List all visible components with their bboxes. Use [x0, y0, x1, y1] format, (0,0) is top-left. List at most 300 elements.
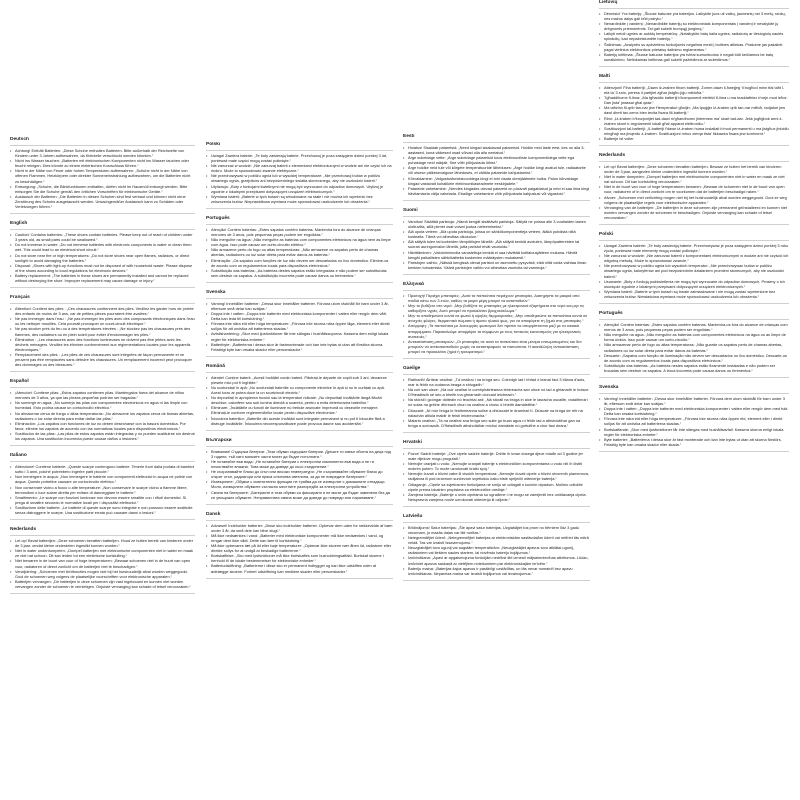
- section-title: Български: [206, 438, 393, 447]
- instruction-text: Nicht in der Nähe von Feuer oder hohen Temperaturen aufbewahren: „Schuhe nicht in der Nähe von offenen Flammen, Heizkörpern oder direkter Sonneneinstrahlung aufbewahren, um die Batterien nicht zu beschädigen.“: [15, 168, 191, 184]
- instruction-text: Eliminación: „Los zapatos con funciones de luz no deben desecharse con la basura doméstica. Por favor, elimine los zapatos de acuerdo con las normativas locales para dispositivos electrónicos.“: [15, 420, 186, 431]
- instruction-item: [206, 184, 393, 194]
- instruction-text: Não armazene perto do fogo ou altas temperaturas: „Não armazene os sapatos perto de chamas abertas, radiadores ou luz solar direta para evitar danos às baterias.“: [211, 247, 379, 258]
- bullet-icon: •: [599, 243, 601, 248]
- bullet-icon: •: [403, 565, 405, 571]
- bullet-icon: •: [403, 555, 405, 561]
- language-section: [403, 282, 590, 359]
- instruction-item: [206, 153, 393, 163]
- instruction-item: [403, 186, 590, 196]
- instruction-text: Hävittäminen: „Valotoiminnolla varustettuja kenkiä ei saa hävittää kotitalousjätteen mukana. Hävitä kengät paikallisten sähkölaitteita koskevien määräysten mukaisesti.“: [408, 249, 578, 260]
- bullet-icon: •: [10, 232, 12, 238]
- instruction-item: [10, 242, 195, 252]
- instruction-item: [403, 339, 590, 354]
- bullet-icon: •: [403, 407, 405, 413]
- instruction-text: Atenção! Contém baterias: „Estes sapatos contêm baterias. Mantenha fora do alcance de crianças menores de 3 anos, pois pequenas peças podem ser engolidas.“: [211, 226, 381, 238]
- section-divider: [403, 432, 590, 433]
- instruction-text: Substituição das baterias: „As baterias destes sapatos estão integradas e não podem ser substituídas sem destruir os sapatos. A substituição incorreta pode causar danos ou ferimentos.“: [211, 267, 387, 278]
- instruction-item: [599, 396, 789, 406]
- instruction-item: [599, 184, 789, 194]
- bullet-icon: •: [403, 259, 405, 265]
- instruction-item: [10, 263, 195, 273]
- instruction-item: [599, 205, 789, 220]
- section-divider: [403, 200, 590, 201]
- instruction-item: [599, 21, 789, 31]
- section-divider: [206, 356, 393, 357]
- instruction-text: Rimi: „Iż-żraben b'funzjonijiet tad-dawl m'għandhomx jintremew ma' skart tad-dar. Jekk jogħġbok armi ż-żraben skont ir-regolamenti lokali għal apparat elettroniku.“: [604, 115, 783, 126]
- instruction-text: Let op! Bevat batterijen: „Deze schoenen bevatten batterijen. Houd ze buiten bereik van kinderen onder de 3 jaar, omdat kleine onderdelen ingeslikt kunnen worden.“: [15, 538, 194, 549]
- instruction-item: [206, 395, 393, 405]
- bullet-icon: •: [403, 417, 405, 423]
- instruction-text: Iznīcināšana: „Apavi ar apgaismojuma funkcijām nedrīkst tikt izmesti mājsaimniecības atkritumos. Lūdzu, iznīciniet apavus saskaņā ar vietējiem noteikumiem par elektroniskajām ierīcēm.“: [408, 555, 589, 566]
- instruction-text: Attenzione! Contiene batterie: „Queste scarpe contengono batterie. Tenerle fuori dalla portata di bambini sotto i 3 anni, poiché potrebbero ingerire parti piccole.“: [15, 464, 195, 475]
- instruction-item: [10, 558, 195, 568]
- bullet-icon: •: [599, 125, 601, 131]
- bullet-icon: •: [10, 158, 12, 164]
- section-title: Hrvatski: [403, 440, 590, 449]
- instruction-item: [206, 268, 393, 278]
- bullet-icon: •: [599, 342, 601, 348]
- language-section: [403, 440, 590, 507]
- bullet-icon: •: [206, 563, 208, 569]
- instruction-text: Sostituzione delle batterie: „Le batterie di queste scarpe sono integrate e non possono essere sostituite senza distruggere le scarpe. Una sostituzione errata può causare danni o lesioni.“: [15, 504, 193, 515]
- bullet-icon: •: [599, 395, 601, 401]
- instruction-text: Laikyti netoli ugnies ar aukštų temperatūrų: „Nelaikykite batų šalia ugnies, radiatorių ar tiesioginių saulės spindulių, kad nepažeistumėte baterijų.“: [604, 31, 784, 42]
- instruction-item: [599, 243, 789, 253]
- instruction-text: Eliminare: „Încălțările cu funcții de iluminare nu trebuie aruncate împreună cu deșeurile menajere. Eliminați-le conform reglementărilor locale pentru dispozitive electronice.“: [211, 405, 379, 416]
- language-section: [10, 295, 195, 372]
- instruction-item: [10, 548, 195, 558]
- instruction-text: Neiegremdējiet ūdenī: „Neiegremdējiet baterijas ar elektroniskām sastāvdaļām ūdenī vai netīriet tās mitrā veidā. Tas var izraisīt īssavienojumu.“: [408, 535, 589, 546]
- instruction-item: [10, 337, 195, 352]
- bullet-icon: •: [599, 84, 601, 90]
- instruction-text: Šalinimas: „Avalynės su apšvietimo funkcijomis negalima mesti į buitines atliekas. Prašome jas pašalinti pagal vietinius elektronikos prietaisų šalinimo reglamentus.“: [604, 41, 783, 52]
- language-section: [599, 232, 789, 304]
- bullet-icon: •: [10, 558, 12, 564]
- instruction-item: [599, 363, 789, 373]
- bullet-icon: •: [10, 548, 12, 554]
- bullet-icon: •: [206, 153, 208, 158]
- bullet-icon: •: [403, 292, 405, 298]
- section-divider: [206, 504, 393, 505]
- bullet-icon: •: [599, 21, 601, 27]
- instruction-item: [206, 533, 393, 543]
- instruction-item: [10, 569, 195, 579]
- instruction-item: [599, 416, 789, 426]
- instruction-text: Μην το βυθίζετε στο νερό: „Μην βυθίζετε τις μπαταρίες με ηλεκτρονικά εξαρτήματα στο νερό και μην τις καθαρίζετε υγρές. Αυτό μπορεί να προκαλέσει βραχυκύκλωμα.“: [408, 303, 585, 314]
- bullet-icon: •: [599, 115, 601, 121]
- instruction-text: Niet in water dompelen: „Dompel batterijen met elektronische componenten niet in water en maak ze niet nat schoon. Dit kan kortsluiting veroorzaken.“: [604, 174, 785, 185]
- instruction-text: Afvoer: „Schoenen met verlichting mogen niet bij het huishoudelijk afval worden weggegooid. Gooi ze weg volgens de plaatselijke regels voor elektronische apparaten.“: [604, 194, 787, 205]
- instruction-item: [599, 342, 789, 352]
- bullet-icon: •: [10, 568, 12, 574]
- instruction-text: Smaltimento: „Le scarpe con funzioni luminose non devono essere smaltite con i rifiuti domestici. Si prega di smaltire secondo le normative locali per i dispositivi elettronici.“: [15, 494, 187, 505]
- bullet-icon: •: [10, 262, 12, 268]
- instruction-item: [403, 250, 590, 260]
- bullet-icon: •: [206, 321, 208, 327]
- instruction-item: [599, 322, 789, 332]
- instruction-text: Não armazenar perto de fogo ou altas temperaturas: „Não guarde os sapatos perto de chamas abertas, radiadores ou luz solar direta para evitar danos às baterias.“: [604, 342, 783, 353]
- bullet-icon: •: [206, 489, 208, 495]
- bullet-icon: •: [599, 31, 601, 37]
- instruction-item: [403, 165, 590, 175]
- instruction-text: Baterijų keitimas: „Šiuose batuose baterijos yra tvirtai sumontuotos ir negali būti keičiamos be batų sunaikinimo. Netinkamas keitimas gali sukelti pažeidimus ar sužeidimus.“: [604, 51, 774, 62]
- instruction-item: [599, 164, 789, 174]
- language-section: [599, 385, 789, 452]
- bullet-icon: •: [10, 474, 12, 480]
- section-title: Português: [206, 216, 393, 225]
- language-section: [403, 514, 590, 581]
- bullet-icon: •: [599, 426, 601, 432]
- instruction-item: [10, 411, 195, 421]
- section-title: Português: [599, 311, 789, 320]
- instruction-item: [10, 538, 195, 548]
- instruction-text: Nemojte uranjati u vodu: „Nemojte uranjati baterije s elektroničkim komponentama u vodu niti ih čistiti mokrim putem. To može uzrokovati kratki spoj.“: [408, 461, 583, 472]
- bullet-icon: •: [10, 351, 12, 357]
- instruction-text: Élimination : „Les chaussures avec des fonctions lumineuses ne doivent pas être jetées avec les déchets ménagers. Veuillez les éliminer conformément aux réglementations locales pour les appareils électroniques.“: [15, 336, 191, 352]
- instruction-item: [206, 342, 393, 352]
- instruction-text: Não mergulhe na água: „Não mergulhe as baterias com componentes eletrónicos na água ou as limpe de forma úmida. Isso pode causar um curto-circuito.“: [604, 332, 786, 343]
- instruction-text: Må ikke opbevares tæt på ild eller høje temperaturer: „Opbevar ikke skoene nær åben ild, radiatorer eller direkte sollys for at undgå at beskadige batterierne.“: [211, 543, 392, 554]
- instruction-text: Αντικατάσταση μπαταριών: „Οι μπαταρίες σε αυτά τα παπούτσια είναι μόνιμα ενσωματωμένες και δεν μπορούν να αντικατασταθούν χωρίς να καταστραφούν τα παπούτσια. Η ακατάλληλη αντικατάσταση μπορεί να προκαλέσει ζημιά ή τραυματισμό.“: [408, 338, 582, 354]
- section-title: English: [10, 221, 195, 230]
- instruction-item: [599, 136, 789, 141]
- bullet-icon: •: [599, 332, 601, 338]
- bullet-icon: •: [206, 543, 208, 549]
- instruction-text: Ärge sukeldage vette: „Ärge sukeldage patareisid koos elektrooniliste komponentidega vette ega puhastage neid märjalt. See võib põhjustada lühist.“: [408, 155, 575, 166]
- instruction-text: Diúscairt: „Ní mór bróga le feidhmeanna soilse a dhiúscairt le dramhaíl tí. Diúscair na bróga de réir na rialachán áitiúla maidir le feistí leictreonacha.“: [408, 407, 583, 418]
- bullet-icon: •: [403, 185, 405, 191]
- instruction-item: [206, 194, 393, 204]
- instruction-item: [206, 321, 393, 331]
- instruction-text: Remplacement des piles : „Les piles de ces chaussures sont intégrées de façon permanente et ne peuvent pas être remplacées sans détruire les chaussures. Un remplacement incorrect peut provoquer des dommages ou des blessures.“: [15, 351, 192, 368]
- instruction-text: Malartú ceallraí: „Tá na ceallraí sna bróga seo suite go buan agus ní féidir iad a athsholáthar gan na bróga a scriosadh. D'fhéadfadh athsholáthar míchuí damáiste nó gortuithe a chur faoi deara.“: [408, 417, 581, 428]
- bullet-icon: •: [403, 303, 405, 309]
- instruction-item: [599, 195, 789, 205]
- bullet-icon: •: [10, 420, 12, 426]
- instruction-text: Patareide vahetamine: „Nendes kingades olevad patareid on püsivalt paigaldatud ja neid ei saa ilma kingi hävitamiseta välja vahetada. Ebaõige vahetamine võib põhjustada kahjustusi või vigastusi.“: [408, 185, 590, 196]
- bullet-icon: •: [10, 484, 12, 490]
- bullet-icon: •: [10, 242, 12, 248]
- instruction-item: [599, 289, 789, 299]
- language-section: [599, 311, 789, 378]
- language-section: [206, 364, 393, 431]
- bullet-icon: •: [403, 481, 405, 487]
- instruction-text: Avfallshantering: „Skor med ljusfunktioner får inte slängas i hushållssoporna. Kassera dem enligt lokala regler för elektroniska enheter.“: [211, 331, 389, 342]
- instruction-item: [403, 229, 590, 239]
- instruction-item: [206, 479, 393, 489]
- section-title: Polski: [206, 142, 393, 151]
- instruction-text: Nu depozitați în apropierea focului sau la temperaturi ridicate: „Nu depozitați încălțările lângă flăcări deschise, calorifere sau sub lumina directă a soarelui, pentru a evita deteriorarea bateriilor.“: [211, 395, 382, 406]
- instruction-item: [206, 469, 393, 479]
- language-section: [403, 134, 590, 201]
- section-divider: [599, 303, 789, 304]
- bullet-icon: •: [403, 471, 405, 477]
- instruction-item: [599, 427, 789, 437]
- instruction-text: Nenardinkite į vandenį: „Nenardinkite baterijų su elektroniniais komponentais į vandenį ir nevalykite jų drėgnomis priemonėmis. Tai gali sukelti trumpąjį jungimą.“: [604, 21, 779, 32]
- bullet-icon: •: [403, 524, 405, 530]
- language-section: [206, 290, 393, 357]
- instruction-text: Nu scufundați în apă: „Nu scufundați bateriile cu componente electrice în apă și nu le curățați cu apă. Acest lucru ar putea duce la un scurtcircuit electric.“: [211, 385, 385, 396]
- column-3: [403, 134, 590, 800]
- instruction-text: Varning! Innehåller batterier: „Dessa skor innehåller batterier. Förvara dem utom räckhåll för barn under 3 år, eftersom små delar kan sväljas.“: [604, 395, 785, 407]
- instruction-item: [599, 85, 789, 95]
- bullet-icon: •: [10, 316, 12, 322]
- bullet-icon: •: [206, 193, 208, 199]
- instruction-item: [10, 232, 195, 242]
- bullet-icon: •: [599, 184, 601, 190]
- instruction-text: Nie przechowywać w pobliżu ognia lub w wysokiej temperaturze: „Nie przechowuj butów w pobliżu otwartego ognia, grzejników ani bezpośredniego światła słonecznego, aby nie uszkodzić baterii.“: [211, 173, 381, 184]
- bullet-icon: •: [599, 322, 601, 328]
- instruction-text: Bortskaffande: „Skor med ljusfunktioner får inte slängas med hushållsavfall. Kassera skorna enligt lokala regler för elektroniska enheter.“: [604, 426, 784, 437]
- instruction-item: [10, 194, 195, 209]
- instruction-item: [10, 464, 195, 474]
- section-divider: [599, 145, 789, 146]
- bullet-icon: •: [10, 578, 12, 584]
- instruction-item: [403, 451, 590, 461]
- bullet-icon: •: [206, 469, 208, 475]
- bullet-icon: •: [403, 450, 405, 456]
- instruction-item: [10, 326, 195, 336]
- instruction-item: [10, 390, 195, 400]
- instruction-text: Ná stóráil i gcóngar dóiteáin nó teochtaí ard: „Ná stóráil na bróga in aice le lasracha oscailte, radaitheoirí nó solas na gréine dhíreach chun na ceallraí a chosc ó bheith damáistithe.“: [408, 397, 588, 408]
- bullet-icon: •: [599, 362, 601, 368]
- bullet-icon: •: [403, 461, 405, 467]
- instruction-item: [599, 105, 789, 115]
- instruction-text: Απόρριψη: „Τα παπούτσια με λειτουργίες φωτισμού δεν πρέπει να απορρίπτονται μαζί με τα οικιακά απορρίμματα. Παρακαλούμε απορρίψτε τα σύμφωνα με τους τοπικούς κανονισμούς για ηλεκτρονικές συσκευές.“: [408, 323, 581, 339]
- section-divider: [599, 224, 789, 225]
- bullet-icon: •: [10, 336, 12, 342]
- bullet-icon: •: [403, 491, 405, 497]
- instruction-text: Caution! Contains batteries: „These shoes contain batteries. Please keep out of reach of children under 3 years old, as small parts could be swallowed.“: [15, 232, 193, 243]
- instruction-text: Neuzglabājiet tuvu ugunij vai augstām temperatūrām: „Neuzglabājiet apavus tuvu atklātai ugunij, radiatoriem vai tiešiem saules stariem, lai novērstu bateriju bojājumus.“: [408, 545, 574, 556]
- instruction-item: [403, 545, 590, 555]
- bullet-icon: •: [206, 479, 208, 485]
- instruction-item: [10, 474, 195, 484]
- instruction-item: [599, 279, 789, 289]
- instruction-item: [206, 258, 393, 268]
- bullet-icon: •: [206, 448, 208, 454]
- instruction-item: [206, 385, 393, 395]
- bullet-icon: •: [403, 239, 405, 245]
- language-section: [403, 208, 590, 275]
- instruction-item: [403, 293, 590, 303]
- instruction-text: Do not immerse in water: „Do not immerse batteries with electronic components in water or clean them wet. This could lead to an electrical short circuit.“: [15, 242, 192, 253]
- instruction-item: [10, 421, 195, 431]
- instruction-text: Batteribyte: „Batterierna i dessa skor är fastmonterade och kan inte bytas ut utan att förstöra skorna. Felaktigt byte kan orsaka skador eller personskador.“: [211, 341, 384, 352]
- instruction-text: Sustitución de las pilas: „Las pilas de estos zapatos están integradas y no pueden sustituirse sin destruir los zapatos. Una sustitución incorrecta puede causar daños o lesiones.“: [15, 430, 195, 442]
- instruction-text: Atenção! Contém baterias: „Estes sapatos contêm baterias. Mantenha-os fora do alcance de crianças com menos de 3 anos, pois pequenas peças podem ser engolidas.“: [604, 322, 788, 333]
- bullet-icon: •: [206, 458, 208, 464]
- instruction-text: Odlaganje: „Cipele sa svjetlosnim funkcijama ne smiju se odlagati s kućnim otpadom. Molimo odložite cipele prema lokalnim propisima za elektroničke uređaje.“: [408, 481, 583, 492]
- instruction-item: [599, 263, 789, 278]
- instruction-text: No sumergir en agua: „No sumerja las pilas con componentes electrónicos en agua ni las limpie con humedad. Esto podría causar un cortocircuito eléctrico.“: [15, 400, 188, 411]
- instruction-item: [10, 273, 195, 283]
- language-section: [206, 216, 393, 283]
- language-section: [10, 453, 195, 520]
- bullet-icon: •: [10, 193, 12, 199]
- bullet-icon: •: [599, 352, 601, 358]
- bullet-icon: •: [10, 306, 12, 312]
- section-title: Latviešu: [403, 514, 590, 523]
- instruction-text: Смяна на батериите: „Батериите в тези обувки са фиксирани и не могат да бъдат заменени без да се унищожат обувките. Неправилната смяна може да доведе до повреди или нараняване.“: [211, 489, 390, 500]
- instruction-text: Må ikke nedsænkes i vand: „Batterier med elektroniske komponenter må ikke nedsænkes i vand, og rengør dem ikke vådt. Dette kan føre til kortslutning.“: [211, 532, 384, 543]
- bullet-icon: •: [403, 313, 405, 319]
- instruction-text: Descarte: „Sapatos com função de iluminação não devem ser descartados no lixo doméstico. Descarte-os de acordo com os regulamentos locais para dispositivos eletrónicos.“: [604, 352, 787, 363]
- bullet-icon: •: [403, 338, 405, 344]
- instruction-item: [206, 163, 393, 173]
- instruction-text: Vervanging van de batterijen: „De batterijen in deze schoenen zijn permanent geïnstalleerd en kunnen niet worden vervangen zonder de schoenen te beschadigen. Onjuiste vervanging kan schade of letsel veroorzaken.“: [604, 204, 787, 220]
- instruction-item: [10, 306, 195, 316]
- column-1: [10, 137, 195, 800]
- section-title: Eesti: [403, 134, 590, 143]
- instruction-item: [206, 375, 393, 385]
- language-section: [206, 438, 393, 505]
- section-divider: [10, 213, 195, 214]
- instruction-text: Nie zanurzać w wodzie: „Nie zanurzaj baterii z elementami elektronicznymi w wodzie ani nie czyść ich na mokro. Może to spowodować zwarcie elektryczne.“: [211, 163, 392, 174]
- instruction-item: [10, 400, 195, 410]
- instruction-item: [403, 555, 590, 565]
- instruction-item: [599, 116, 789, 126]
- bullet-icon: •: [10, 410, 12, 416]
- instruction-text: Nemojte čuvati u blizini vatre ili visokih temperatura: „Nemojte čuvati cipele u blizini otvorenih plamenova, radijatora ili pod izravnom sunčevom svjetlošću kako biste spriječili oštećenje baterija.“: [408, 471, 589, 482]
- instruction-text: Изхвърляне: „Обувки с осветителни функции не трябва да се изхвърлят с домашните отпадъци. Моля, изхвърлете обувките съгласно местните разпоредби за електронни устройства.“: [211, 479, 386, 490]
- instruction-text: Varning! Innehåller batterier: „Dessa skor innehåller batterier. Förvara utom räckhåll för barn under 3 år, eftersom små delar kan sväljas.“: [211, 300, 389, 311]
- instruction-text: Batterije ist voller: [604, 135, 634, 141]
- instruction-item: [10, 316, 195, 326]
- section-title: Română: [206, 364, 393, 373]
- bullet-icon: •: [206, 267, 208, 273]
- instruction-text: Uwaga! Zawiera baterie: „Te buty zawierają baterie. Przechowuj je poza zasięgiem dzieci poniżej 3 lat, ponieważ małe części mogą zostać połknięte.“: [211, 153, 388, 164]
- instruction-item: [403, 239, 590, 249]
- bullet-icon: •: [206, 257, 208, 263]
- instruction-item: [599, 332, 789, 342]
- instruction-item: [599, 406, 789, 416]
- language-section: [10, 527, 195, 594]
- bullet-icon: •: [10, 464, 12, 470]
- instruction-text: Tgħaddihomx fl-ilma: „Ma tgħaddix batteriji b'komponenti elettriċi fl-ilma u ma tnaddafhiex b'xejn mod ieħor. Dan jista' jwassal għal qasir.“: [604, 95, 788, 106]
- instruction-item: [403, 492, 590, 502]
- bullet-icon: •: [10, 400, 12, 406]
- instruction-text: Sostituzzjoni tal-batteriji: „Il-batteriji f'dawn iż-żraben huma installati b'mod permanenti u ma jistgħux jinbidlu mingħajr ma jinqerdu ż-żraben. Sostituzzjoni mhux xierqa tista' tikkawża ħsara jew korriment.“: [604, 125, 789, 136]
- section-divider: [10, 445, 195, 446]
- section-divider: [10, 593, 195, 594]
- bullet-icon: •: [206, 522, 208, 528]
- instruction-item: [403, 408, 590, 418]
- bullet-icon: •: [599, 416, 601, 422]
- bullet-icon: •: [10, 504, 12, 510]
- instruction-text: Battery replacement: „The batteries in these shoes are permanently installed and cannot be replaced without destroying the shoe. Improper replacement may cause damage or injury.“: [15, 272, 189, 283]
- bullet-icon: •: [403, 387, 405, 393]
- instruction-item: [206, 247, 393, 257]
- instruction-text: Disposal: „Shoes with light-up functions must not be disposed of with household waste. Please dispose of the shoes according to local regulations for electronic devices.“: [15, 262, 193, 273]
- section-divider: [403, 580, 590, 581]
- column-2: [206, 142, 393, 800]
- instruction-item: [403, 471, 590, 481]
- instruction-text: Ma taħżinx fil-qrib tan-nar jew f'temperaturi għoljin: „Ma tpoġġix iż-żraben qrib tan-nar miftuħ, radjaturi jew dawl dirett tax-xemx biex tevita ħsara lill-batteriji.“: [604, 105, 786, 116]
- instruction-item: [10, 505, 195, 515]
- section-divider: [403, 358, 590, 359]
- instruction-text: Do not store near fire or high temperatures: „Do not store shoes near open flames, radiators, or direct sunlight to avoid damaging the batteries.“: [15, 252, 190, 263]
- language-section: [403, 366, 590, 433]
- instruction-item: [599, 126, 789, 136]
- instruction-item: [206, 553, 393, 563]
- instruction-item: [403, 176, 590, 186]
- instruction-item: [403, 313, 590, 323]
- bullet-icon: •: [206, 385, 208, 390]
- bullet-icon: •: [206, 374, 208, 380]
- instruction-text: Varoitus! Sisältää paristoja: „Nämä kengät sisältävät paristoja. Säilytä ne poissa alle 3-vuotiaiden lasten ulottuvilta, sillä pienet osat voivat joutua nieleemiseksi.“: [408, 218, 586, 230]
- instruction-item: [206, 416, 393, 426]
- instruction-item: [403, 461, 590, 471]
- instruction-text: Attenzjoni! Fiha batteriji: „Dawn iż-żraben fihom batteriji. Żomm dawn il-ħwejjeġ 'il bogħod minn tfal taħt l-età ta' 3 snin, peress li partijiet żgħar jistgħu jiġu mibluħa.“: [604, 84, 785, 96]
- section-divider: [10, 287, 195, 288]
- instruction-item: [403, 155, 590, 165]
- section-divider: [403, 274, 590, 275]
- instruction-item: [403, 566, 590, 576]
- bullet-icon: •: [206, 311, 208, 317]
- bullet-icon: •: [206, 237, 208, 243]
- instruction-item: [403, 323, 590, 338]
- bullet-icon: •: [599, 194, 601, 200]
- bullet-icon: •: [206, 173, 208, 179]
- instruction-text: Uwaga! Zawiera baterie: „Te buty zawierają baterie. Przechowywać je poza zasięgiem dzieci poniżej 3 roku życia, ponieważ małe elementy mogą zostać połknięte.“: [604, 243, 789, 254]
- instruction-item: [403, 525, 590, 535]
- instruction-text: Niet in de buurt van vuur of hoge temperaturen bewaren: „Bewaar de schoenen niet in de buurt van open vuur, radiatoren of in direct zonlicht om te voorkomen dat de batterijen beschadigd raken.“: [604, 184, 785, 195]
- section-divider: [206, 208, 393, 209]
- language-section: [599, 0, 789, 67]
- bullet-icon: •: [206, 300, 208, 306]
- section-title: Ελληνικά: [403, 282, 590, 291]
- instruction-item: [206, 227, 393, 237]
- section-title: Français: [10, 295, 195, 304]
- bullet-icon: •: [403, 229, 405, 235]
- bullet-icon: •: [206, 415, 208, 421]
- instruction-text: Μην το αποθηκεύετε κοντά σε φωτιά ή υψηλές θερμοκρασίες: „Μην αποθηκεύετε τα παπούτσια κοντά σε ανοιχτές φλόγες, θερμαντικά σώματα ή άμεσο ηλιακό φως, για να αποφύγετε τη ζημιά στις μπαταρίες.“: [408, 313, 588, 324]
- instruction-text: Zamjena baterija: „Baterije u ovim cipelama su ugrađene i ne mogu se zamijeniti bez uništavanja cipela. Neispravna zamjena može uzrokovati oštećenja ili ozljede.“: [408, 491, 587, 502]
- bullet-icon: •: [403, 535, 405, 541]
- instruction-text: Não mergulhe na água: „Não mergulhe as baterias com componentes eletrónicos na água nem as limpe com água. Isso pode causar um curto-circuito elétrico.“: [211, 237, 391, 248]
- instruction-item: [599, 353, 789, 363]
- bullet-icon: •: [206, 331, 208, 337]
- instruction-text: Förvara inte nära eld eller höga temperaturer: „Förvara inte skorna nära öppen låga, element eller direkt solljus för att undvika att batterierna skadas.“: [211, 321, 390, 332]
- bullet-icon: •: [10, 168, 12, 174]
- instruction-text: Attention! Contient des piles : „Ces chaussures contiennent des piles. Veuillez les garder hors de portée des enfants de moins de 3 ans, car de petites pièces pourraient être avalées.“: [15, 306, 194, 317]
- instruction-item: [206, 237, 393, 247]
- section-title: Nederlands: [599, 153, 789, 162]
- instruction-item: [599, 11, 789, 21]
- language-section: [206, 512, 393, 579]
- instruction-text: Înlocuirea bateriilor: „Bateriile din aceste încălțări sunt integrate permanent și nu pot fi înlocuite fără a distruge încălțările. Înlocuirea necorespunzătoare poate provoca daune sau accidentări.“: [211, 415, 385, 426]
- instruction-text: Achtung! Enthält Batterien: „Diese Schuhe enthalten Batterien. Bitte außerhalb der Reichweite von Kindern unter 3 Jahren aufbewahren, da Kleinteile verschluckt werden könnten.“: [15, 148, 185, 159]
- bullet-icon: •: [10, 390, 12, 396]
- bullet-icon: •: [206, 405, 208, 411]
- instruction-item: [10, 495, 195, 505]
- instruction-text: Niet in water onderdompelen: „Dompel batterijen met elektronische componenten niet in water en maak ze niet nat schoon. Dit kan leiden tot een elektrische kortsluiting.“: [15, 548, 193, 559]
- instruction-text: Ne pas stocker près du feu ou à des températures élevées : „Ne stockez pas les chaussures près des flammes, des radiateurs ou en plein soleil pour éviter d'endommager les piles.“: [15, 326, 191, 337]
- bullet-icon: •: [403, 155, 405, 161]
- section-title: Gaeilge: [403, 366, 590, 375]
- bullet-icon: •: [403, 397, 405, 403]
- section-title: Nederlands: [10, 527, 195, 536]
- instruction-item: [10, 431, 195, 441]
- bullet-icon: •: [599, 135, 601, 141]
- instruction-text: Hoiatus! Sisaldab patareisid: „Need kingad sisaldavad patareisid. Hoidke neid laste eest, kes on alla 3-aastased, kuna väikesed osad võivad olla alla neelatud.“: [408, 145, 585, 156]
- bullet-icon: •: [10, 538, 12, 544]
- instruction-text: Utylizacja: „Buty z funkcjami świetlnymi nie mogą być wyrzucane do odpadów domowych. Utylizuj je zgodnie z lokalnymi przepisami dotyczącymi urządzeń elektronicznych.“: [211, 183, 384, 194]
- bullet-icon: •: [206, 226, 208, 232]
- bullet-icon: •: [599, 105, 601, 111]
